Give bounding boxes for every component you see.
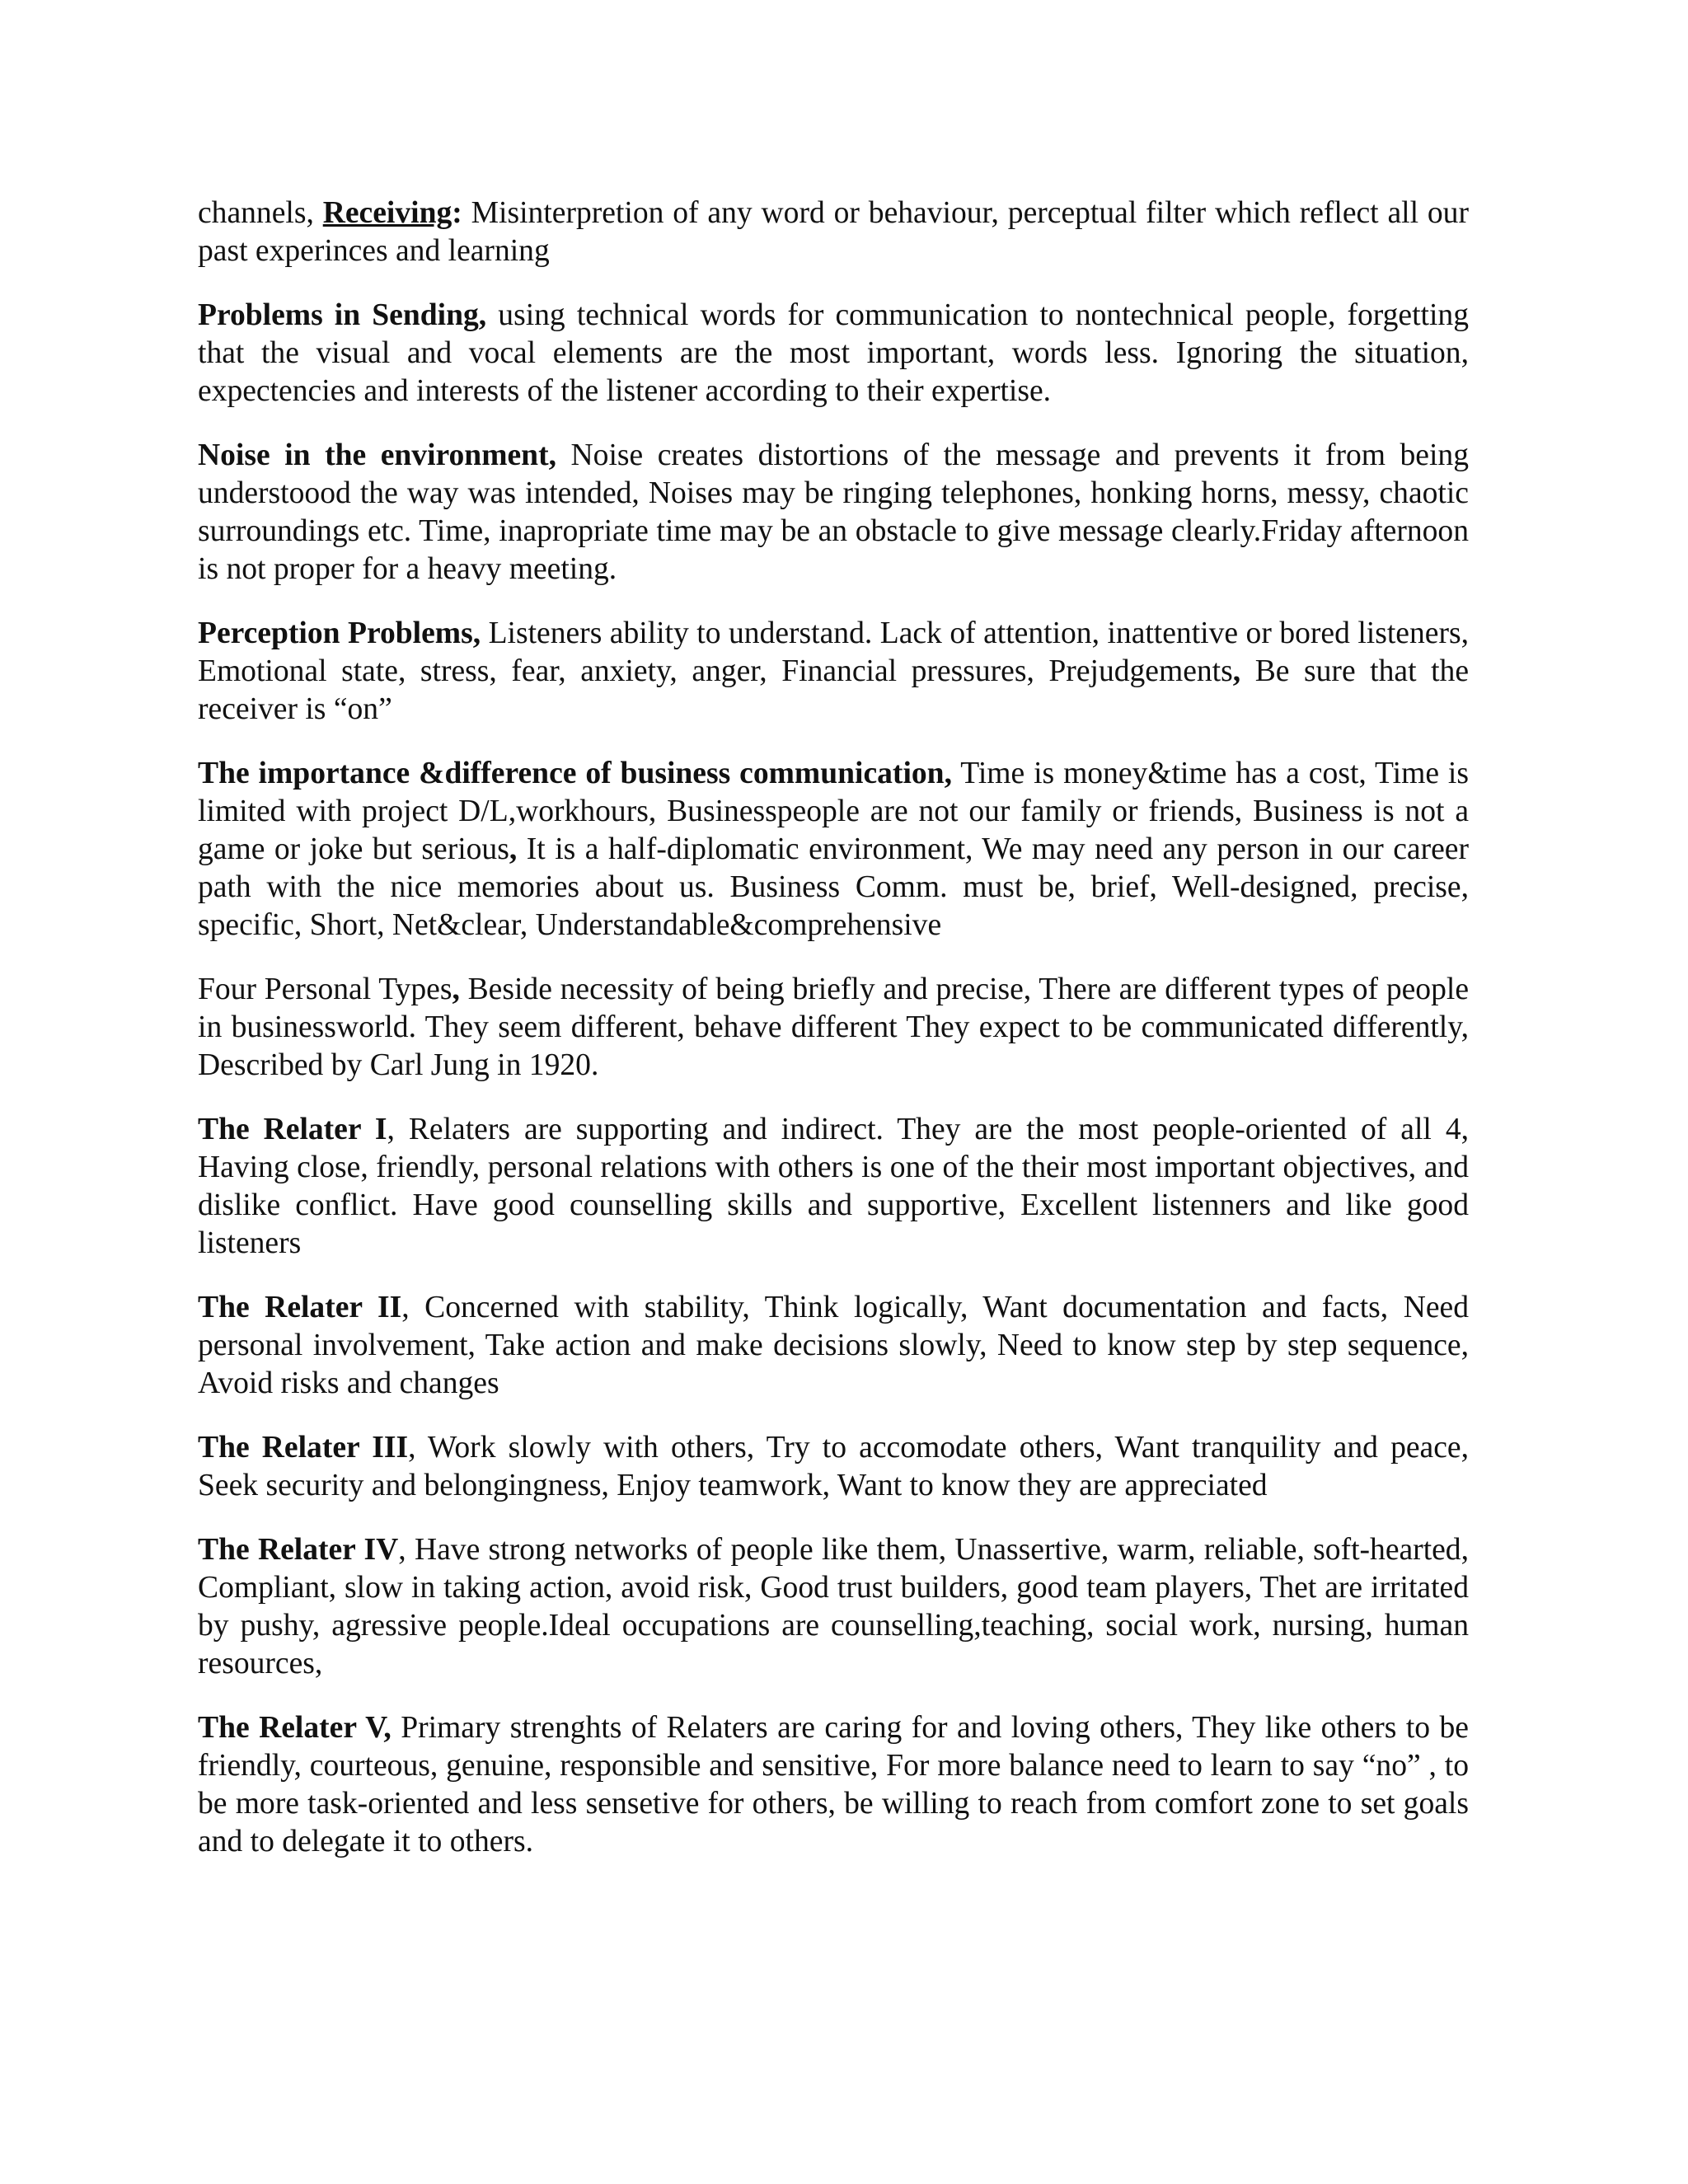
paragraph-heading: The Relater V, xyxy=(198,1711,392,1745)
paragraph-relater-5 xyxy=(198,1709,1469,1861)
paragraph-text: Misinterpretion of any word or behaviour, perceptual filter which reflect all our past experinces and learning xyxy=(198,196,1469,268)
paragraph-lead: channels, xyxy=(198,196,323,230)
receiving-heading: Receiving xyxy=(322,196,452,230)
document-page xyxy=(198,194,1469,1861)
paragraph-heading: The importance &difference of business communication, xyxy=(198,757,952,790)
paragraph-heading: The Relater IV xyxy=(198,1533,399,1567)
paragraph-text: using technical words for communication to nontechnical people, forgetting that the visual and vocal elements are the most important, words less. Ignoring the situation, expectencies and interests of the listener according to their expertise. xyxy=(198,298,1469,408)
paragraph-text: Beside necessity of being briefly and precise, There are different types of people in businessworld. They seem different, behave different They expect to be communicated differently, Described by Carl Jung in 1920. xyxy=(198,972,1469,1082)
paragraph-text: Primary strenghts of Relaters are caring for and loving others, They like others to be friendly, courteous, genuine, responsible and sensitive, For more balance need to learn to say “no” , to be more task-oriented and less sensetive for others, be willing to reach from comfort zone to set goals and to delegate it to others. xyxy=(198,1711,1469,1858)
paragraph-noise xyxy=(198,437,1469,588)
paragraph-heading: Problems in Sending, xyxy=(198,298,487,332)
paragraph-text: , Work slowly with others, Try to accomodate others, Want tranquility and peace, Seek security and belongingness, Enjoy teamwork, Want to know they are appreciated xyxy=(198,1431,1469,1502)
paragraph-bold-comma: , xyxy=(1232,654,1241,688)
paragraph-text: , Have strong networks of people like them, Unassertive, warm, reliable, soft-hearted, Compliant, slow in taking action, avoid risk, Good trust builders, good team players, Thet are irritated by pushy, agressive people.Ideal occupations are counselling,teaching, social work, nursing, human resources, xyxy=(198,1533,1469,1680)
paragraph-bold-comma: , xyxy=(509,832,518,866)
paragraph-business-communication xyxy=(198,755,1469,944)
paragraph-text-continued: It is a half-diplomatic environment, We may need any person in our career path with the nice memories about us. Business Comm. must be, brief, Well-designed, precise, specific, Short, Net&clear, Understandable&comprehensive xyxy=(198,832,1470,942)
paragraph-four-personal-types xyxy=(198,971,1469,1085)
paragraph-bold-comma: , xyxy=(452,972,460,1006)
paragraph-text: Listeners ability to understand. Lack of attention, inattentive or bored listeners, Emotional state, stress, fear, anxiety, anger, Financial pressures, Prejudgements xyxy=(198,616,1469,688)
paragraph-heading: Perception Problems, xyxy=(198,616,481,650)
paragraph-text: Time is money&time has a cost, Time is limited with project D/L,workhours, Businesspeople are not our family or friends, Business is not a game or joke but serious xyxy=(198,757,1469,866)
paragraph-relater-1 xyxy=(198,1111,1469,1263)
paragraph-text: Noise creates distortions of the message and prevents it from being understoood the way was intended, Noises may be ringing telephones, honking horns, messy, chaotic surroundings etc. Time, inapropriate time may be an obstacle to give message clearly.Friday afternoon is not proper for a heavy meeting. xyxy=(198,438,1469,586)
paragraph-lead: Four Personal Types xyxy=(198,972,452,1006)
paragraph-relater-4 xyxy=(198,1531,1469,1683)
paragraph-receiving xyxy=(198,194,1469,270)
receiving-colon: : xyxy=(452,196,462,230)
paragraph-heading: Noise in the environment, xyxy=(198,438,556,472)
paragraph-relater-2 xyxy=(198,1289,1469,1403)
paragraph-relater-3 xyxy=(198,1429,1469,1505)
paragraph-perception-problems xyxy=(198,615,1469,729)
paragraph-heading: The Relater I xyxy=(198,1113,387,1146)
paragraph-heading: The Relater II xyxy=(198,1291,402,1324)
paragraph-text: , Concerned with stability, Think logically, Want documentation and facts, Need personal involvement, Take action and make decisions slowly, Need to know step by step sequence, Avoid risks and changes xyxy=(198,1291,1469,1400)
paragraph-problems-in-sending xyxy=(198,297,1469,410)
paragraph-text: , Relaters are supporting and indirect. They are the most people-oriented of all 4, Having close, friendly, personal relations with others is one of the their most important objectives, and dislike conflict. Have good counselling skills and supportive, Excellent listenners and like good listeners xyxy=(198,1113,1469,1260)
paragraph-text-continued: Be sure that the receiver is “on” xyxy=(198,654,1469,726)
paragraph-heading: The Relater III xyxy=(198,1431,409,1465)
